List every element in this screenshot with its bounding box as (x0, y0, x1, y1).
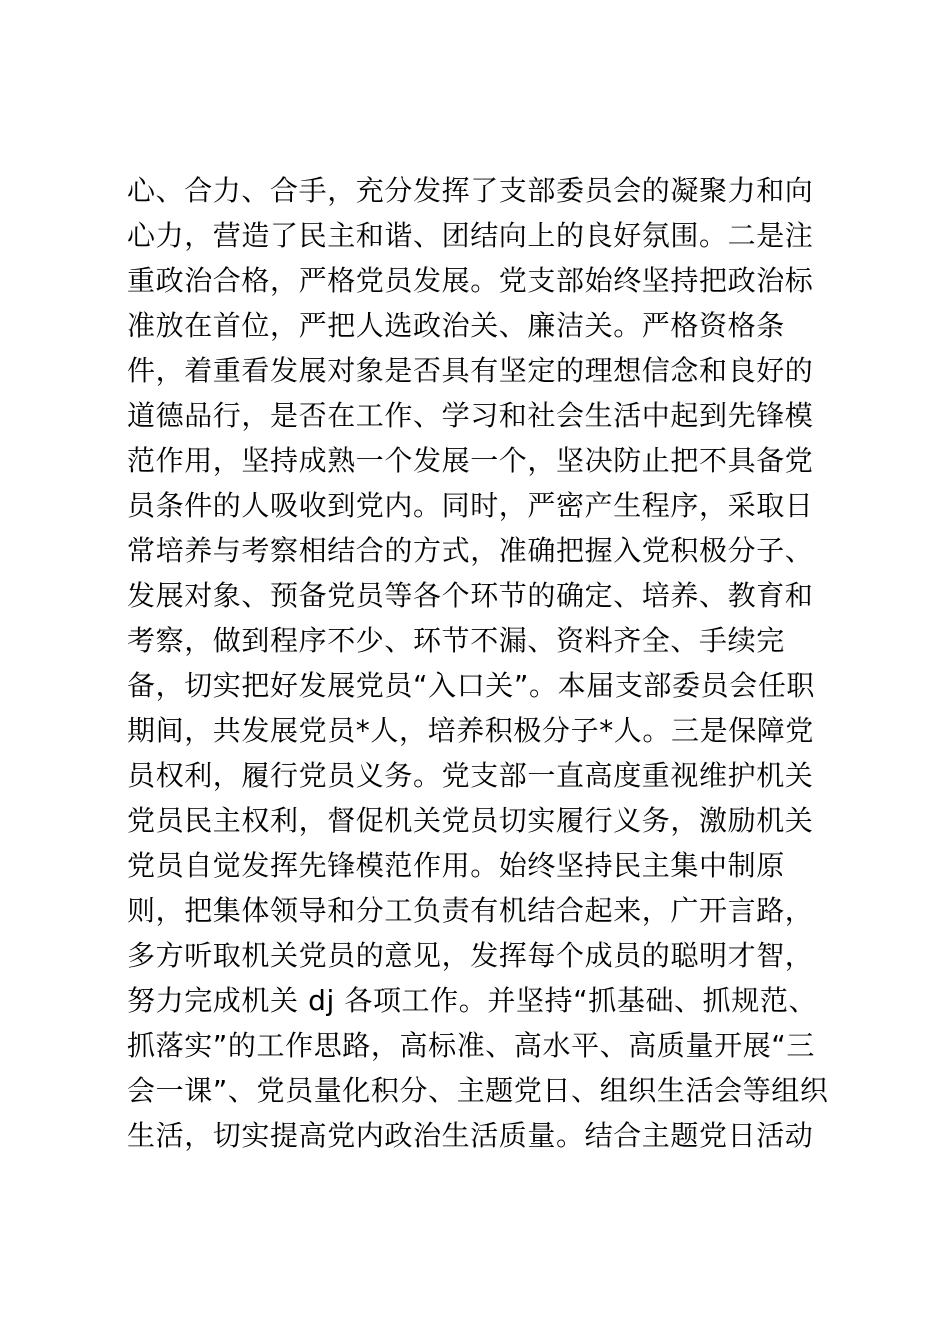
text-line: 党员自觉发挥先锋模范作用。始终坚持民主集中制原 (127, 849, 785, 882)
text-line: 员权利，履行党员义务。党支部一直高度重视维护机关 (127, 759, 814, 792)
text-line: 期间，共发展党员*人，培养积极分子*人。三是保障党 (127, 714, 815, 747)
text-line: 党员民主权利，督促机关党员切实履行义务，激励机关 (127, 804, 814, 837)
text-line: 员条件的人吸收到党内。同时，严密产生程序，采取日 (127, 489, 814, 522)
text-line: 重政治合格，严格党员发展。党支部始终坚持把政治标 (127, 264, 814, 297)
text-line: 考察，做到程序不少、环节不漏、资料齐全、手续完 (127, 624, 785, 657)
text-line: 努力完成机关 dj 各项工作。并坚持“抓基础、抓规范、 (127, 984, 818, 1017)
text-line: 备，切实把好发展党员“入口关”。本届支部委员会任职 (127, 669, 816, 702)
text-line: 件，着重看发展对象是否具有坚定的理想信念和良好的 (127, 354, 814, 387)
text-line: 心力，营造了民主和谐、团结向上的良好氛围。二是注 (127, 219, 814, 252)
text-line: 道德品行，是否在工作、学习和社会生活中起到先锋模 (127, 399, 814, 432)
text-line: 抓落实”的工作思路，高标准、高水平、高质量开展“三 (127, 1029, 816, 1062)
text-line: 常培养与考察相结合的方式，准确把握入党积极分子、 (127, 534, 814, 567)
text-line: 生活，切实提高党内政治生活质量。结合主题党日活动 (127, 1119, 814, 1152)
text-line: 会一课”、党员量化积分、主题党日、组织生活会等组织 (127, 1074, 829, 1107)
body-text (127, 168, 837, 1158)
text-line: 准放在首位，严把人选政治关、廉洁关。严格资格条 (127, 309, 785, 342)
text-line: 心、合力、合手，充分发挥了支部委员会的凝聚力和向 (127, 174, 814, 207)
text-line: 发展对象、预备党员等各个环节的确定、培养、教育和 (127, 579, 814, 612)
text-line: 则，把集体领导和分工负责有机结合起来，广开言路， (127, 894, 814, 927)
text-line: 范作用，坚持成熟一个发展一个，坚决防止把不具备党 (127, 444, 814, 477)
text-line: 多方听取机关党员的意见，发挥每个成员的聪明才智， (127, 939, 814, 972)
